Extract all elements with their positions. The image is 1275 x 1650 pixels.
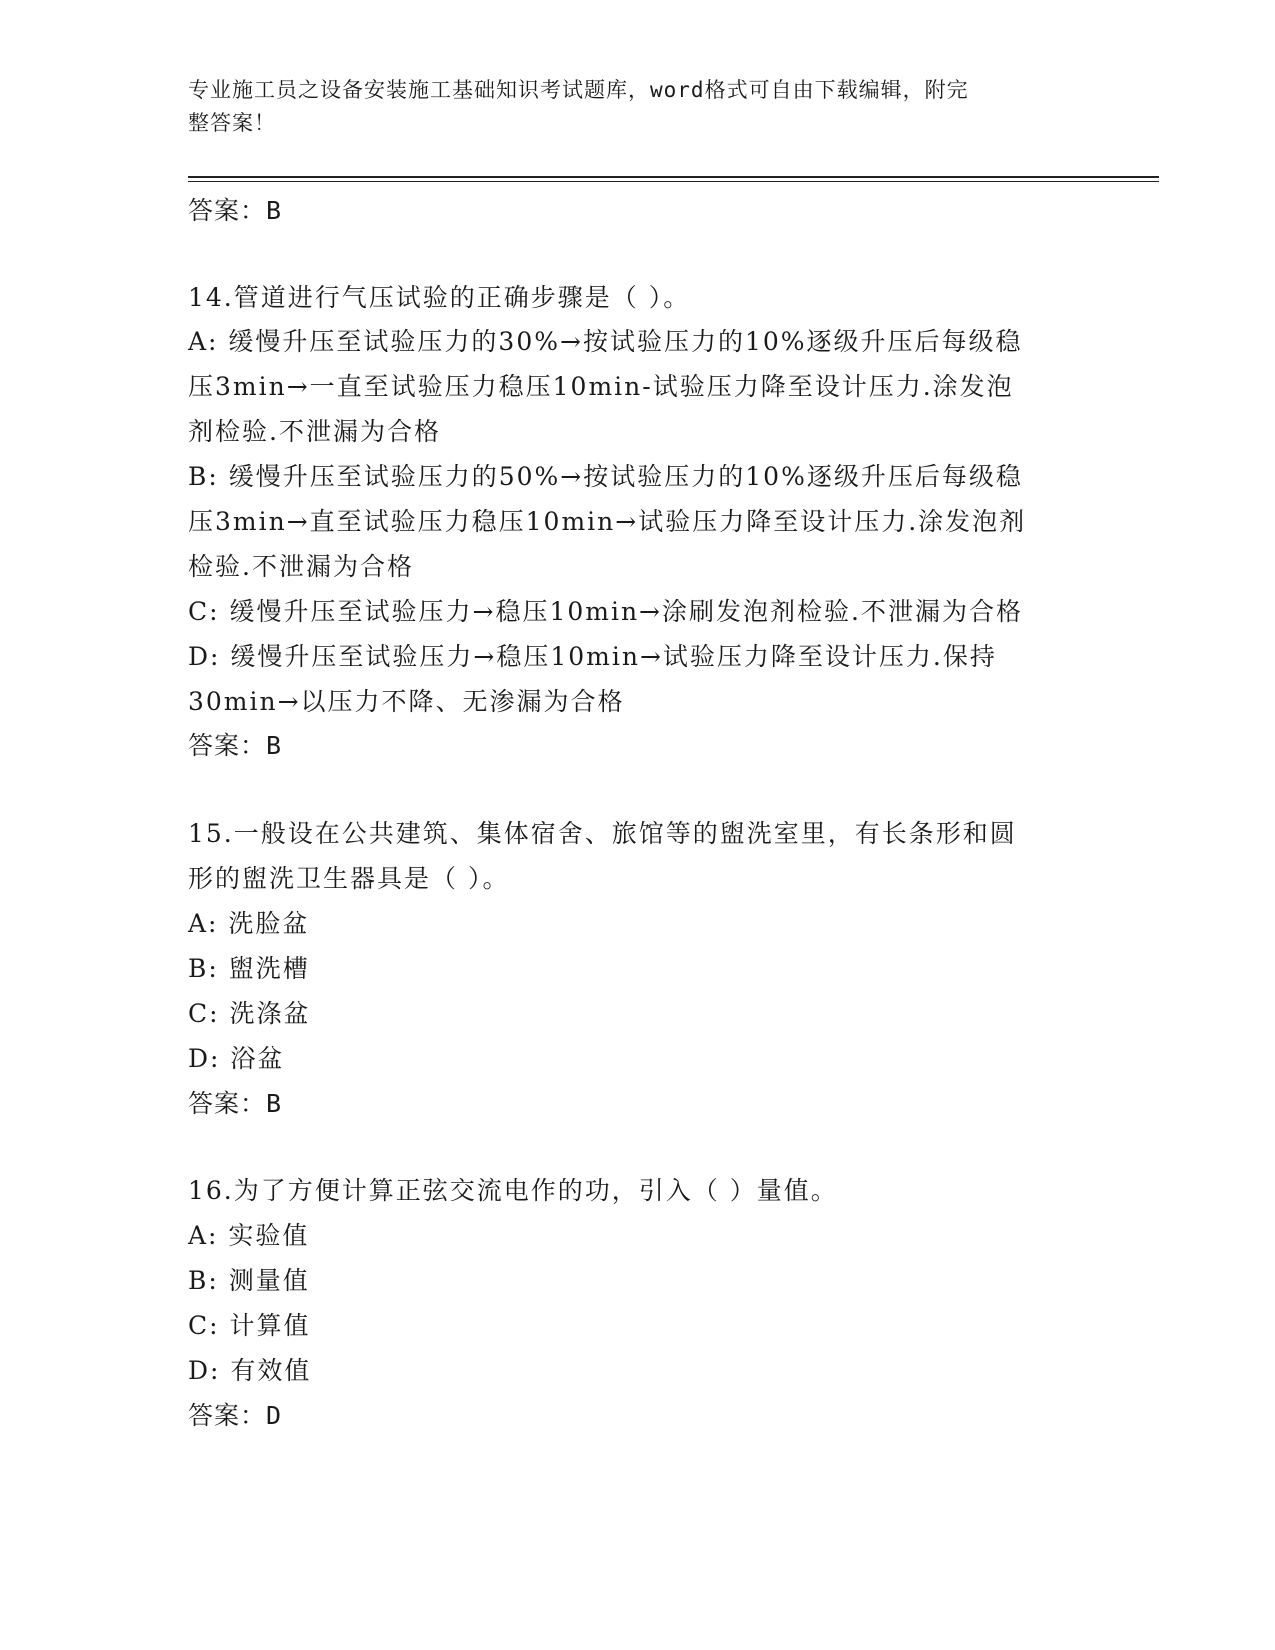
question-14-answer: 答案：B: [188, 731, 283, 760]
question-15-option-a: A: 洗脸盆: [188, 909, 310, 938]
document-header: [188, 74, 1088, 140]
header-line-2: 整答案！: [188, 111, 276, 135]
question-14-option-d-line-1: D: 缓慢升压至试验压力→稳压10min→试验压力降至设计压力.保持: [188, 642, 997, 671]
question-14-option-a-line-2: 压3min→一直至试验压力稳压10min-试验压力降至设计压力.涂发泡: [188, 372, 1014, 401]
question-15-answer: 答案：B: [188, 1089, 283, 1118]
question-14-option-d-line-2: 30min→以压力不降、无渗漏为合格: [188, 687, 625, 716]
question-14-option-a-line-3: 剂检验.不泄漏为合格: [188, 417, 441, 446]
question-14-stem: 14.管道进行气压试验的正确步骤是（ ）。: [188, 283, 691, 312]
previous-answer: 答案：B: [188, 196, 283, 225]
question-15-stem-line-1: 15.一般设在公共建筑、集体宿舍、旅馆等的盥洗室里，有长条形和圆: [188, 819, 1017, 848]
question-16-option-c: C: 计算值: [188, 1311, 311, 1340]
question-16-stem: 16.为了方便计算正弦交流电作的功，引入（ ）量值。: [188, 1176, 838, 1205]
question-14-option-b-line-2: 压3min→直至试验压力稳压10min→试验压力降至设计压力.涂发泡剂: [188, 507, 1027, 536]
question-15-stem-line-2: 形的盥洗卫生器具是（ ）。: [188, 864, 510, 893]
question-15-option-b: B: 盥洗槽: [188, 954, 310, 983]
question-16-answer: 答案：D: [188, 1401, 283, 1430]
header-rule-thin: [188, 181, 1159, 182]
question-14-option-b-line-1: B: 缓慢升压至试验压力的50%→按试验压力的10%逐级升压后每级稳: [188, 462, 1023, 491]
header-line-1: 专业施工员之设备安装施工基础知识考试题库，word格式可自由下载编辑，附完: [188, 78, 969, 102]
question-16-option-a: A: 实验值: [188, 1221, 310, 1250]
question-14-option-b-line-3: 检验.不泄漏为合格: [188, 552, 414, 581]
question-16-option-b: B: 测量值: [188, 1266, 310, 1295]
question-15-option-d: D: 浴盆: [188, 1044, 285, 1073]
question-15-option-c: C: 洗涤盆: [188, 999, 311, 1028]
question-14-option-c: C: 缓慢升压至试验压力→稳压10min→涂刷发泡剂检验.不泄漏为合格: [188, 597, 1023, 626]
question-14-option-a-line-1: A: 缓慢升压至试验压力的30%→按试验压力的10%逐级升压后每级稳: [188, 327, 1023, 356]
question-16-option-d: D: 有效值: [188, 1356, 312, 1385]
header-rule-thick: [188, 176, 1159, 178]
